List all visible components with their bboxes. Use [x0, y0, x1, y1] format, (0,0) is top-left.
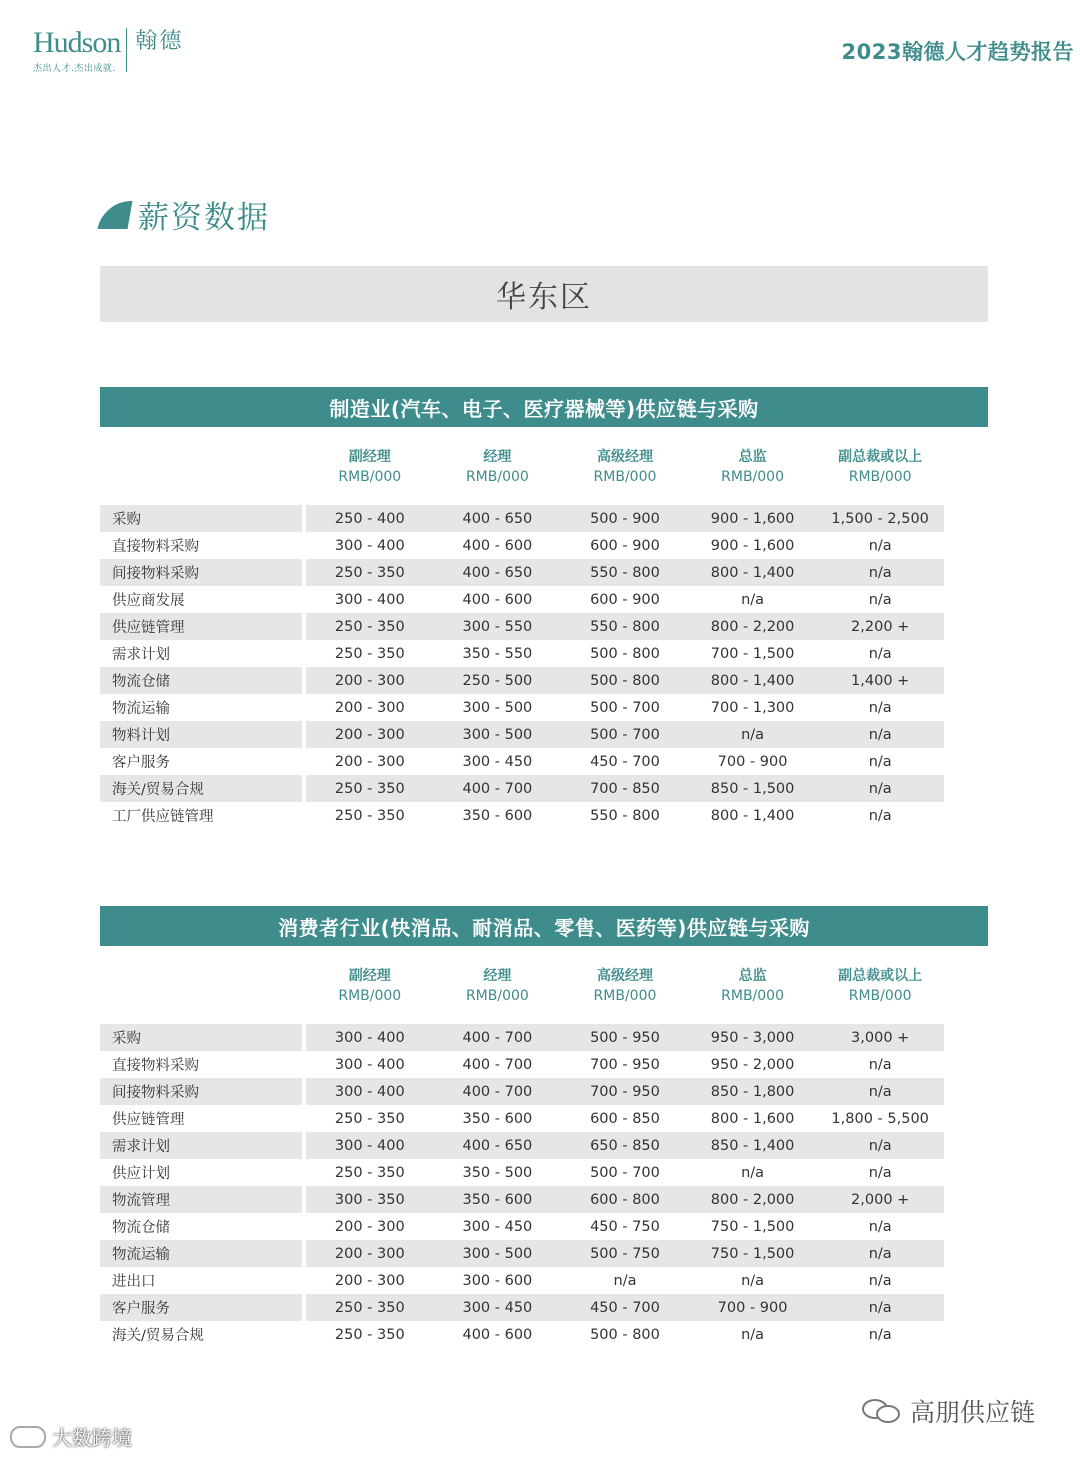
table-row — [100, 1213, 988, 1240]
table-row — [100, 1159, 988, 1186]
table-title: 消费者行业(快消品、耐消品、零售、医药等)供应链与采购 — [100, 906, 988, 946]
salary-cell: n/a — [868, 1218, 892, 1235]
logo-tagline: 杰出人才.杰出成就. — [33, 64, 116, 74]
role-name: 供应链管理 — [112, 1112, 185, 1128]
column-header — [434, 966, 562, 1016]
role-name: 供应链管理 — [100, 613, 302, 640]
logo-wordmark: Hudson — [33, 26, 121, 59]
role-name: 物流管理 — [100, 1186, 302, 1213]
leaf-icon — [98, 201, 133, 229]
wechat-watermark — [862, 1393, 1035, 1429]
role-name: 间接物料采购 — [100, 559, 302, 586]
column-header — [816, 447, 944, 497]
salary-cell: 2,000 + — [816, 1186, 944, 1213]
role-name: 供应商发展 — [112, 593, 185, 609]
salary-cell: 400 - 600 — [462, 537, 533, 554]
salary-cell: 250 - 350 — [334, 1326, 405, 1343]
salary-cell: 700 - 950 — [561, 1078, 689, 1105]
salary-cell: 600 - 900 — [590, 537, 660, 554]
salary-cell: 450 - 700 — [561, 1294, 689, 1321]
table-row — [100, 640, 988, 667]
salary-cell: 350 - 600 — [462, 1110, 533, 1127]
salary-cell: 400 - 700 — [434, 775, 562, 802]
column-title: 高级经理 — [596, 968, 653, 984]
salary-cell: n/a — [868, 699, 892, 716]
salary-cell: 650 - 850 — [561, 1132, 689, 1159]
salary-cell: 400 - 600 — [462, 591, 533, 608]
salary-cell: 250 - 350 — [334, 645, 405, 662]
column-title: 总监 — [738, 449, 767, 465]
salary-cell: 200 - 300 — [306, 721, 434, 748]
table-row — [100, 1078, 988, 1105]
column-unit: RMB/000 — [848, 988, 912, 1004]
column-unit: RMB/000 — [721, 469, 784, 485]
column-title: 经理 — [483, 968, 512, 984]
salary-cell: n/a — [868, 591, 892, 608]
salary-cell: 600 - 850 — [590, 1110, 660, 1127]
salary-cell: 200 - 300 — [334, 753, 405, 770]
salary-cell: 350 - 500 — [462, 1164, 533, 1181]
column-unit: RMB/000 — [465, 988, 529, 1004]
salary-cell: 200 - 300 — [306, 1240, 434, 1267]
role-name: 直接物料采购 — [112, 539, 199, 555]
table-row — [100, 1186, 988, 1213]
column-title: 副经理 — [348, 449, 391, 465]
salary-cell: 1,500 - 2,500 — [816, 505, 944, 532]
column-header — [561, 447, 689, 497]
role-name: 物流仓储 — [100, 667, 302, 694]
table-row — [100, 721, 988, 748]
salary-cell: 3,000 + — [816, 1024, 944, 1051]
salary-cell: 300 - 450 — [462, 1218, 533, 1235]
region-banner: 华东区 — [100, 266, 988, 322]
salary-cell: 500 - 800 — [590, 645, 660, 662]
column-unit: RMB/000 — [721, 988, 784, 1004]
salary-cell: 300 - 350 — [306, 1186, 434, 1213]
salary-cell: 300 - 400 — [306, 1078, 434, 1105]
salary-cell: 400 - 650 — [434, 1132, 562, 1159]
salary-cell: 800 - 2,200 — [689, 613, 817, 640]
column-header — [689, 447, 817, 497]
header-spacer — [100, 447, 306, 497]
table-row — [100, 667, 988, 694]
table-body — [100, 1024, 988, 1348]
salary-cell: 250 - 350 — [306, 1294, 434, 1321]
salary-cell: n/a — [868, 1272, 892, 1289]
salary-cell: 250 - 400 — [306, 505, 434, 532]
salary-cell: 250 - 350 — [306, 559, 434, 586]
salary-cell: 600 - 900 — [590, 591, 660, 608]
salary-cell: 200 - 300 — [306, 667, 434, 694]
section-title: 薪资数据 — [138, 200, 270, 236]
table-row — [100, 694, 988, 721]
salary-cell: n/a — [868, 1326, 892, 1343]
salary-cell: n/a — [868, 645, 892, 662]
role-name: 物料计划 — [100, 721, 302, 748]
table-row — [100, 1024, 988, 1051]
salary-cell: n/a — [816, 1132, 944, 1159]
salary-cell: n/a — [689, 721, 817, 748]
salary-cell: n/a — [868, 537, 892, 554]
table-row — [100, 1267, 988, 1294]
table-row — [100, 1240, 988, 1267]
salary-cell: 400 - 600 — [462, 1326, 533, 1343]
column-unit: RMB/000 — [465, 469, 529, 485]
role-name: 间接物料采购 — [100, 1078, 302, 1105]
salary-cell: n/a — [868, 1056, 892, 1073]
salary-cell: n/a — [816, 1294, 944, 1321]
table-row — [100, 1321, 988, 1348]
salary-cell: 300 - 400 — [334, 591, 405, 608]
salary-cell: n/a — [868, 1164, 892, 1181]
salary-cell: 250 - 350 — [306, 775, 434, 802]
column-header — [306, 966, 434, 1016]
salary-cell: 700 - 900 — [689, 1294, 817, 1321]
column-unit: RMB/000 — [593, 469, 657, 485]
role-name: 物流仓储 — [112, 1220, 170, 1236]
salary-cell: 700 - 1,500 — [710, 645, 795, 662]
salary-table-manufacturing — [100, 387, 988, 829]
column-title: 高级经理 — [596, 449, 653, 465]
salary-cell: 300 - 450 — [434, 1294, 562, 1321]
column-unit: RMB/000 — [593, 988, 657, 1004]
salary-cell: 250 - 350 — [334, 1164, 405, 1181]
table-row — [100, 1132, 988, 1159]
table-row — [100, 1105, 988, 1132]
table-row — [100, 1294, 988, 1321]
column-header — [816, 966, 944, 1016]
salary-cell: 1,400 + — [816, 667, 944, 694]
role-name: 需求计划 — [100, 1132, 302, 1159]
table-row — [100, 532, 988, 559]
salary-cell: 500 - 700 — [590, 699, 660, 716]
salary-cell: 750 - 1,500 — [689, 1240, 817, 1267]
salary-cell: 550 - 800 — [561, 559, 689, 586]
salary-cell: n/a — [816, 721, 944, 748]
salary-cell: 300 - 400 — [306, 1024, 434, 1051]
salary-cell: 500 - 800 — [561, 667, 689, 694]
salary-cell: 950 - 2,000 — [710, 1056, 795, 1073]
salary-cell: 250 - 350 — [306, 613, 434, 640]
salary-cell: 350 - 600 — [434, 1186, 562, 1213]
salary-cell: 700 - 850 — [561, 775, 689, 802]
salary-cell: 300 - 400 — [306, 1132, 434, 1159]
salary-cell: 350 - 600 — [462, 807, 533, 824]
salary-cell: 400 - 650 — [434, 559, 562, 586]
table-row — [100, 559, 988, 586]
role-name: 工厂供应链管理 — [112, 809, 214, 825]
header-spacer — [100, 966, 306, 1016]
role-name: 客户服务 — [112, 755, 170, 771]
salary-cell: 300 - 400 — [334, 1056, 405, 1073]
salary-cell: 250 - 350 — [334, 807, 405, 824]
column-title: 副总裁或以上 — [838, 968, 923, 984]
wechat-watermark-text: 高朋供应链 — [910, 1398, 1036, 1427]
column-header — [434, 447, 562, 497]
table-header — [100, 427, 988, 497]
role-name: 采购 — [100, 505, 302, 532]
salary-cell: 300 - 400 — [334, 537, 405, 554]
salary-cell: 500 - 950 — [561, 1024, 689, 1051]
salary-cell: 850 - 1,800 — [689, 1078, 817, 1105]
salary-cell: 300 - 600 — [462, 1272, 533, 1289]
salary-cell: n/a — [741, 1272, 765, 1289]
salary-cell: 400 - 700 — [434, 1078, 562, 1105]
salary-cell: 900 - 1,600 — [689, 505, 817, 532]
column-title: 经理 — [483, 449, 512, 465]
salary-cell: n/a — [868, 753, 892, 770]
table-header — [100, 946, 988, 1016]
column-title: 副总裁或以上 — [838, 449, 923, 465]
salary-cell: 250 - 350 — [334, 1110, 405, 1127]
hudson-logo — [33, 28, 183, 74]
role-name: 供应计划 — [112, 1166, 170, 1182]
wechat-icon — [862, 1397, 902, 1425]
salary-cell: n/a — [741, 1164, 765, 1181]
salary-cell: 800 - 1,400 — [689, 667, 817, 694]
salary-cell: 200 - 300 — [334, 1272, 405, 1289]
column-title: 总监 — [738, 968, 767, 984]
salary-cell: 400 - 650 — [434, 505, 562, 532]
role-name: 进出口 — [112, 1274, 156, 1290]
salary-cell: 700 - 900 — [717, 753, 788, 770]
salary-cell: 400 - 700 — [462, 1056, 533, 1073]
logo-divider — [126, 28, 127, 72]
table-row — [100, 505, 988, 532]
column-header — [306, 447, 434, 497]
table-body — [100, 505, 988, 829]
role-name: 需求计划 — [112, 647, 170, 663]
salary-cell: 1,800 - 5,500 — [831, 1110, 929, 1127]
report-title: 2023翰德人才趋势报告 — [841, 40, 1074, 64]
salary-cell: 850 - 1,400 — [689, 1132, 817, 1159]
salary-cell: 550 - 800 — [561, 613, 689, 640]
salary-cell: n/a — [613, 1272, 637, 1289]
column-header — [561, 966, 689, 1016]
salary-cell: 800 - 1,400 — [689, 559, 817, 586]
salary-cell: 300 - 500 — [434, 1240, 562, 1267]
salary-cell: 500 - 800 — [590, 1326, 660, 1343]
table-row — [100, 775, 988, 802]
table-row — [100, 613, 988, 640]
role-name: 物流运输 — [112, 701, 170, 717]
table-row — [100, 586, 988, 613]
column-header — [689, 966, 817, 1016]
salary-cell: n/a — [816, 1078, 944, 1105]
salary-cell: 450 - 700 — [590, 753, 660, 770]
role-name: 直接物料采购 — [112, 1058, 199, 1074]
salary-cell: 800 - 1,400 — [710, 807, 795, 824]
salary-cell: 700 - 950 — [590, 1056, 660, 1073]
salary-cell: 200 - 300 — [334, 699, 405, 716]
salary-cell: 400 - 700 — [434, 1024, 562, 1051]
corner-watermark — [10, 1422, 132, 1451]
salary-cell: 300 - 500 — [462, 699, 533, 716]
table-title: 制造业(汽车、电子、医疗器械等)供应链与采购 — [100, 387, 988, 427]
column-unit: RMB/000 — [338, 988, 402, 1004]
salary-cell: 2,200 + — [816, 613, 944, 640]
table-row — [100, 748, 988, 775]
role-name: 客户服务 — [100, 1294, 302, 1321]
table-row — [100, 1051, 988, 1078]
role-name: 采购 — [100, 1024, 302, 1051]
logo-chinese-name: 翰德 — [135, 29, 184, 54]
salary-cell: 600 - 800 — [561, 1186, 689, 1213]
salary-cell: 500 - 700 — [590, 1164, 660, 1181]
salary-cell: n/a — [868, 807, 892, 824]
role-name: 物流运输 — [100, 1240, 302, 1267]
salary-cell: 450 - 750 — [590, 1218, 660, 1235]
corner-watermark-text: 大数跨境 — [52, 1426, 132, 1450]
salary-cell: 800 - 2,000 — [689, 1186, 817, 1213]
salary-cell: n/a — [741, 1326, 765, 1343]
salary-cell: 350 - 550 — [462, 645, 533, 662]
column-unit: RMB/000 — [338, 469, 402, 485]
salary-cell: 200 - 300 — [334, 1218, 405, 1235]
salary-cell: 300 - 550 — [434, 613, 562, 640]
salary-cell: n/a — [816, 559, 944, 586]
salary-cell: 550 - 800 — [590, 807, 660, 824]
salary-cell: 250 - 500 — [434, 667, 562, 694]
salary-cell: 500 - 900 — [561, 505, 689, 532]
salary-cell: 700 - 1,300 — [710, 699, 795, 716]
salary-cell: n/a — [741, 591, 765, 608]
table-row — [100, 802, 988, 829]
watermark-logo-icon — [10, 1426, 46, 1448]
role-name: 海关/贸易合规 — [100, 775, 302, 802]
salary-cell: 500 - 750 — [561, 1240, 689, 1267]
salary-cell: 850 - 1,500 — [689, 775, 817, 802]
salary-cell: 500 - 700 — [561, 721, 689, 748]
salary-cell: n/a — [816, 1240, 944, 1267]
section-heading — [100, 192, 270, 237]
column-title: 副经理 — [348, 968, 391, 984]
role-name: 海关/贸易合规 — [112, 1328, 204, 1344]
salary-cell: 900 - 1,600 — [710, 537, 795, 554]
salary-cell: 950 - 3,000 — [689, 1024, 817, 1051]
salary-cell: 750 - 1,500 — [710, 1218, 795, 1235]
salary-cell: 300 - 500 — [434, 721, 562, 748]
salary-cell: 300 - 450 — [462, 753, 533, 770]
column-unit: RMB/000 — [848, 469, 912, 485]
salary-table-consumer — [100, 906, 988, 1348]
salary-cell: n/a — [816, 775, 944, 802]
salary-cell: 800 - 1,600 — [710, 1110, 795, 1127]
